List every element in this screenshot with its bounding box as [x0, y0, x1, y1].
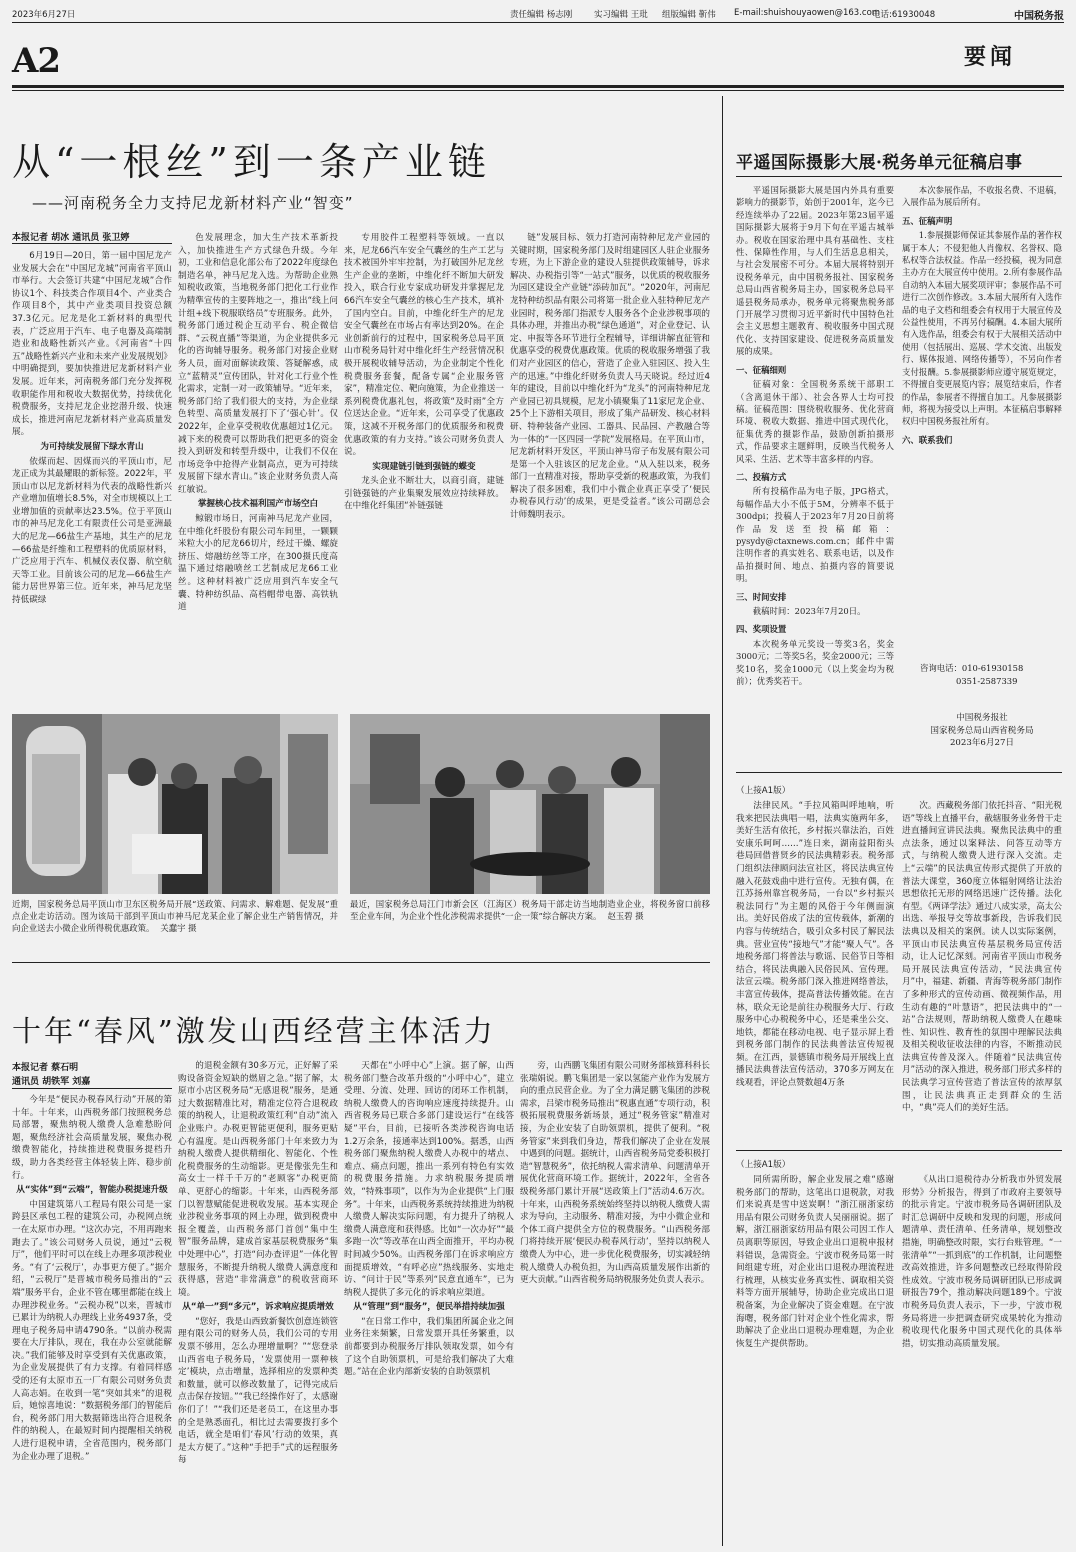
continued-col2b	[902, 1174, 1062, 1544]
paragraph: 龙头企业不断壮大，以商引商，建链引链强链的产业集聚发展效应持续释放。在中维化纤集团“补链强链	[344, 476, 504, 512]
continued-col1b	[736, 1174, 894, 1544]
phone-1: 010-61930158	[961, 663, 1024, 673]
article2-title: 十年“春风”激发山西经营主体活力	[12, 1014, 496, 1048]
article2-col1	[12, 1094, 172, 1546]
phone-2: 0351-2587339	[956, 675, 1018, 686]
subheading: 为可持续发展留下绿水青山	[40, 441, 144, 452]
continued-rule	[736, 1150, 1062, 1151]
photo2-caption	[350, 898, 710, 956]
section-heading: 二、投稿方式	[736, 471, 787, 482]
article1-title: 从“一根丝”到一条产业链	[12, 140, 491, 184]
paragraph: 专用胶件工程塑料等领域。一直以来，尼龙66汽车安全气囊丝的生产工艺与技术被国外牢牢控制，为打破国外尼龙丝生产企业的垄断，中维化纤不断加大研发投入，联合行业专家成功研发并掌握尼龙66汽车安全气囊丝的核心生产技术，填补了国内空白。目前，中维化纤生产的尼龙安全气囊丝在市场占有率达到20%。在企业创新前行的过程中，国家税务总局平顶山市税务局针对中维化纤生产经营情况积极开展税收辅导活动，为企业制定个性化税费服务套餐，配备专属“企业服务管家”，精准定位、靶向施策，为企业推送一系列税费优惠礼包，将政策“及时雨”全方位送达企业。“近年来，公司享受了优惠政策，这减不开税务部门的优质服务和税费优惠政策的有力支持。”该公司财务负责人说。	[344, 233, 504, 458]
sidebar-title-rule	[736, 176, 1062, 177]
paragraph: 鲸锻市场日，河南神马尼龙产业园，在中维化纤股份有限公司车间里，一颗颗米粒大小的尼龙66切片，经过干燥、螺旋挤压、熔融纺丝等工序，在300摄氏度高温下通过熔融喷丝工艺制成尼龙66工业丝。这种材料被广泛应用到汽车安全气囊、特种纺织品、高档帽带电器、高铁轨道	[178, 514, 338, 613]
article1-col1	[12, 250, 172, 702]
subheading: 实现建链引链到强链的蝶变	[372, 461, 476, 472]
paragraph: 6月19日—20日，第一届中国尼龙产业发展大会在“中国尼龙城”河南省平顶山市举行。大会签订共建“中国尼龙城”合作协议1个、科技类合作项目4个、产业类合作项目8个，其中产业类项目投资总额37.3亿元。尼龙是化工新材料的典型代表，广泛应用于汽车、电子电器及高端制造业和战略性新兴产业。《河南省“十四五”战略性新兴产业和未来产业发展规划》中明确提到，要加快推进尼龙新材料产业发展。近年来，河南税务部门充分发挥税收职能作用和税收大数据优势，持续优化税费服务，支持尼龙企业挖潜升级、快速成长，推进河南尼龙新材料产业高质量发展。	[12, 251, 172, 438]
editor-phone: 电话:61930048	[872, 10, 936, 20]
header-date: 2023年6月27日	[12, 10, 76, 20]
paragraph: 色发展理念，加大生产技术革新投入，加快推进生产方式绿色升级。今年初，工业和信息化部公布了2022年度绿色制造名单，神马尼龙入选。为帮助企业熟知税收政策，当地税务部门把化工行业作为精準宣传的主要阵地之一，推出“线上问计组+线下税服联络员”专班服务。此外，税务部门通过税企互动平台、税企微信群、“云税直播”等渠道，为企业提供多元化的咨询辅导服务。税务部门对接企业财务人员，面对面解读政策、答疑解惑，成立“蓝精灵”宣传团队，针对化工行业个性化需求，定制一对一政策辅导。“近年来，税务部门给了我们很大的支持，为企业绿色转型、高质量发展打下了‘强心针’。仅2022年，企业享受税收优惠超过1亿元。减下来的税费可以帮助我们把更多的资金投入到研发和转型升级中，让我们不仅在市场竞争中抢得产业制高点，更为可持续发展留下绿水青山。”该企业财务负责人高红敏说。	[178, 233, 338, 495]
paragraph: 截稿时间：2023年7月20日。	[752, 606, 866, 616]
paragraph: 同所需所盼，解企业发展之难“感谢税务部门的帮助，这笔出口退税款，对我们来说真是雪中送炭啊！”浙江丽浙家纺用品有限公司财务负责人吴丽丽说。据了解，浙江丽浙家纺用品有限公司因工作人员离职等原因，导致企业出口退税申报材料错误，急需资金。宁波市税务局第一时间组建专班，对企业出口退税办理流程进行梳理，从核实业务真实性、调取相关资料等方面开展辅导，协助企业完成出口退税备案，为企业解决了资金难题。在宁波海曙，税务部门针对企业个性化需求，帮助解决了企业出口退税办理难题，为企业恢复生产提供帮助。	[736, 1175, 894, 1349]
continued-col1	[736, 800, 894, 1144]
caption-text: 最近，国家税务总局江门市新会区（江海区）税务局干部走访当地制造业企业，将税务窗口前移至企业车间，为企业个性化涉税需求提供“一企一策”综合解决方案。	[350, 899, 710, 921]
photo-factory-visit	[350, 714, 710, 894]
header-rule-thick	[12, 85, 1064, 88]
org-1: 中国税务报社	[956, 713, 1008, 723]
photo1-caption	[12, 898, 338, 956]
sidebar-date: 2023年6月27日	[949, 738, 1015, 749]
org-2: 国家税务总局山西省税务局	[930, 725, 1034, 736]
article2-top-rule	[12, 962, 710, 963]
article2-col3	[344, 1060, 514, 1546]
article2-col2	[178, 1060, 338, 1546]
byline-rule	[12, 243, 172, 244]
article1-col3	[344, 232, 504, 702]
paragraph: 次。西藏税务部门依托抖音、“阳光税语”等线上直播平台，截辖服务业务骨干走进直播间宣讲民法典。聚焦民法典中的重点法条，通过以案释法、问答互动等方式，与纳税人缴费人进行深入交流。走上“云端”的民法典宣传形式提供了开放的普法大课堂，360度立体辐射网络让法治思想依托无形的网络迅速广泛传播。法化有型。《两译学法》通过八成实录，高太公出选、举报导交等故事新段，告诉我们民法典以及相关的案例。读人以实际案例，平顶山市民法典宣传基层税务局宣传活动，让人记忆深刻。河南省平顶山市税务局开展民法典宣传活动，“民法典宣传月”中，福建、新疆、青海等税务部门制作了多种形式的宣传动画、微视频作品，用生动有趣的“叶慧语”，把民法典中的“一站”合法规则，帮助纳税人缴费人在趣味性、知识性、教育性的氛围中理解民法典及相关税收征收法律的内容，不断推动民法典宣传普及深入。伴随着“民法典宣传月”活动的深入推进，税务部门形式多样的民法典学习宣传营造了普法宣传的浓厚氛围，让民法典真正走到群众的生活中，“典”亮人们的美好生活。	[902, 801, 1062, 1114]
paragraph: 的退税金额有30多万元，正好解了采购设备资金短缺的燃眉之急。”据了解，太原市小店区税务局“无感退税”服务，是通过大数据精准比对，精准定位符合退税政策的纳税人，让退税政策红利“自动”流入企业账户。办税更智能更便利，服务更贴心有温度。是山西税务部门十年来致力为纳税人缴费人提供精细化、智能化、个性化税费服务的生动缩影。更是像张先生和高女士一样千千万的“老顾客”办税更简单、更舒心的缩影。十年来，山西税务部门以智慧赋能促进税收发展。基本实现企业涉税业务事项的网上办理，做到税费申报全覆盖，山西税务部门首创“集中生智”服务品牌，建成首家基层税费服务“集中处理中心”，打造“问办查评退”一体化智慧服务，不断提升纳税人缴费人满意度和获得感，营造“非常满意”的税收营商环境。	[178, 1061, 338, 1298]
contact-block	[920, 662, 1060, 687]
article2-col4	[520, 1060, 710, 1546]
paragraph: 旁，山西鹏飞集团有限公司财务部核算科科长张瑞娟说。鹏飞集团是一家以氢能产业作为发展方向的重点民营企业。为了全力满足鹏飞集团的涉税需求，吕梁市税务局推出“税惠直通”专项行动，积极拓展税费服务新场景，通过“税务管家”精准对接，为企业安装了自助领票机，提供了便利。“税务管家”来到我们身边，帮我们解决了企业在发展中遇到的问题。据统计，山西省税务局党委积极打造“智慧税务”，依托纳税人需求清单、问题清单开展优化营商环境工作。据统计，2022年，全省各级税务部门累计开展“送政策上门”活动4.6万次。十年来，山西税务系统始终坚持以纳税人缴费人需求为导向，主动服务、精准对接，为中小微企业和个体工商户提供全方位的税费服务。“山西税务部门将持续开展‘便民办税春风行动’，坚持以纳税人缴费人为中心，进一步优化税费服务，切实减轻纳税人缴费人办税负担，为山西高质量发展作出新的更大贡献。”山西省税务局纳税服务处负责人表示。	[520, 1061, 710, 1286]
paragraph: 所有投稿作品为电子版，JPG格式，每幅作品大小不低于5M，分辨率不低于300dpi；投稿人于2023年7月20日前将作品发送至投稿邮箱：pysydy@ctaxnews.com.cn；邮件中需注明作者的真实姓名、联系电话，以及作品拍摄时间、地点、拍摄内容的简要说明。	[736, 486, 894, 584]
subheading: 从“管理”到“服务”，便民举措持续加强	[353, 1302, 505, 1313]
photo-textile-inspection	[12, 714, 338, 894]
paragraph: “在日常工作中，我们集团所属企业之间业务往来频繁，日常发票开具任务繁重，以前都要到办税服务厅排队领取发票，如今有了这个自助领票机，可是给我们解决了大难题。”站在企业内部新安装的自助领票机	[344, 1316, 514, 1378]
photo-credit: 赵玉碧 摄	[607, 911, 644, 921]
section-heading: 四、奖项设置	[736, 624, 787, 635]
caption-text: 近期，国家税务总局平顶山市卫东区税务局开展“送政策、问需求、解难题、促发展”重点企业走访活动。图为该局干部到平顶山市神马尼龙某企业了解企业生产销售情况，并向企业送去小微企业所得税优惠政策。	[12, 899, 338, 933]
paragraph: 天都在“小呼中心”上演。据了解，山西税务部门整合改革升级的“小呼中心”，建立受理、分流、处理、回访的闭环工作机制，纳税人缴费人的咨询响应速度持续提升。山西省税务局已联合多部门建设运行“在线答疑”平台，目前，已接听各类涉税咨询电话1.2万余条，接通率达到100%。据悉，山西税务部门聚焦纳税人缴费人办税中的堵点、难点、痛点问题，推出一系列有特色有实效的税费服务措施。力求纳税服务提质增效，“特殊事项”，以作为为企业提供“上门服务”。十年来，山西税务系统持续推进为纳税人缴费人解决实际问题，有力提升了纳税人缴费人满意度和获得感。比如“一次办好”“最多跑一次”等改革在山西全面推开，平均办税时间减少50%。山西税务部门在诉求响应方面提质增效，“有呼必应”热线服务、实地走访、“问计于民”等系列“民意直通车”，已为纳税人提供了多元化的诉求响应渠道。	[344, 1061, 514, 1298]
paragraph: 《从出口退税待办分析我市外贸发展形势》分析报告，得到了市政府主要领导的批示肯定。宁波市税务局各调研团队及时汇总调研中反映和发现的问题，形成问题清单、责任清单、任务清单，规划整改措施，明确整改时限，实行台账管理。“一张清单”“一抓到底”的工作机制，让问题整改高效推进，许多问题整改已经取得阶段性成效。宁波市税务局调研团队已形成调研报告79个，推动解决问题189个。宁波市税务局负责人表示，下一步，宁波市税务局将进一步把调查研究成果转化为推动税收现代化服务中国式现代化的具体举措，切实推动高质量发展。	[902, 1175, 1062, 1349]
paragraph: 本次参展作品，不收报名费、不退稿，入展作品为展后所有。	[902, 185, 1062, 208]
contact-label: 咨询电话：	[920, 663, 962, 673]
section-heading: 一、征稿细则	[736, 364, 787, 375]
paragraph: 1.参展摄影师保证其参展作品的著作权属于本人；不侵犯他人肖像权、名誉权、隐私权等合法权益。作品一经投稿，视为同意主办方在大展宣传中使用。2.所有参展作品自动纳入本届大展奖项评审；参展作品不可进行二次创作修改。3.本届大展所有入选作品的电子文档和组委会有权用于大展宣传及公益性使用，不再另付稿酬。4.本届大展所有入选作品，组委会有权于大展相关活动中使用（包括展出、巡展、学术交流、出版发行、媒体报道、网络传播等），不另向作者支付报酬。5.参展摄影师应遵守展览规定，不得擅自变更展览内容；展览结束后，作者的作品，参展者不得擅自加工。凡参展摄影师，将视为接受以上声明。本征稿启事解释权归中国税务报社所有。	[902, 230, 1062, 427]
paragraph: 依煤而起、因煤而兴的平顶山市，尼龙正成为其最耀眼的新标签。2022年，平顶山市以尼龙新材料为代表的战略性新兴产业增加值增长8.5%，对全市规模以上工业增加值的贡献率达23.5%。位于平顶山市的神马尼龙化工有限责任公司是亚洲最大的尼龙—66盐生产基地，其生产的尼龙—66盐是纤维和工程塑料的优质原材料，广泛应用于汽车、机械仪表仪器、航空航天等工业。目前该公司的尼龙—66盐生产能力居世界第三位。近年来，神马尼龙坚持低碳绿	[12, 456, 172, 606]
article1-col2	[178, 232, 338, 702]
sidebar-signature	[902, 712, 1062, 750]
continued-col2	[902, 800, 1062, 1144]
section-heading: 五、征稿声明	[902, 215, 953, 226]
subheading: 掌握核心技术福利国产市场空白	[197, 499, 319, 510]
continued-label: （上接A1版）	[736, 786, 791, 796]
section-heading: 三、时间安排	[736, 591, 787, 602]
byline-rule	[12, 1088, 172, 1089]
section-heading: 六、联系我们	[902, 434, 953, 445]
editor-1: 责任编辑 杨志刚	[510, 10, 573, 20]
sidebar-left-col	[736, 184, 894, 772]
article1-subtitle: ——河南税务全力支持尼龙新材料产业“智变”	[32, 194, 354, 212]
article1-col4	[510, 232, 710, 702]
article1-byline: 本报记者 胡冰 通讯员 张卫婷	[12, 233, 130, 243]
paragraph: 本次税务单元奖设一等奖3名，奖金3000元；二等奖5名，奖金2000元；三等奖10名，奖金1000元（以上奖金均为税前）；优秀奖若干。	[736, 638, 894, 687]
article2-byline-1: 本报记者 蔡石明	[12, 1063, 79, 1073]
editor-3: 组版编辑 靳伟	[662, 10, 716, 20]
paper-name: 中国税务报	[1014, 11, 1064, 22]
paragraph: 征稿对象：全国税务系统干部职工（含离退休干部）、社会各界人士均可投稿。征稿范围：围绕税收服务、优化营商环境、税收大数据、推进中国式现代化，征集优秀的摄影作品，鼓励创新拍摄形式，作品要求主题鲜明，反映当代税务人风采、生活、艺术等丰富多样的内容。	[736, 379, 894, 464]
continued-label-2: （上接A1版）	[736, 1160, 791, 1170]
paragraph: “您好，我是山西致新餐饮创意连锁管理有限公司的财务人员，我们公司的专用发票不够用，怎么办理增量啊？”“您登录山西省电子税务局，‘发票使用一票种核定’模块，点击增量，选择相应的发票种类和数量，就可以修改数量了，记得完成后点击保存按钮。”“我已经操作好了，太感谢你们了！”“我们还是老员工，在这里办事的全是熟悉面孔，相比过去需要拨打多个电话，就全是咱们‘春风’行动的效果，真是太方便了。”这种“手把手”式的远程服务每	[178, 1316, 338, 1466]
article2-byline-2: 通讯员 胡铁军 刘嘉	[12, 1077, 91, 1087]
header-rule-thin	[12, 90, 1064, 91]
paragraph: 平遥国际摄影大展是国内外具有重要影响力的摄影节，始创于2001年，迄今已经连续举办了22届。2023年第23届平遥国际摄影大展将于9月下旬在平遥古城举办。税收在国家治理中具有基础性、支柱性、保障性作用，与人们生活息息相关，与社会发展密不可分。本届大展将特别开设税务单元，由中国税务报社、国家税务总局山西省税务局主办，国家税务总局平遥县税务局承办，税务单元将聚焦税务部门开展学习贯彻习近平新时代中国特色社会主义思想主题教育、税收服务中国式现代化、支持国家建设、促进税务高质量发展的成果。	[736, 185, 894, 357]
photo-credit: 关蠢宇 摄	[160, 923, 197, 933]
column-divider	[722, 96, 723, 1546]
subheading: 从“实体”到“云端”，智能办税提速升级	[16, 1185, 168, 1196]
paragraph: 中国建筑第八工程局有限公司是一家跨县区承包工程的建筑公司，办税网点统一在太原市办理。“这次办完，不用再跑来跑去了。”该公司财务人员说，通过“云税厅”，他们平时可以在线上办理多项涉税业务。“有了‘云税厅’，办事更方便了。”据介绍，“云税厅”是晋城市税务局推出的“云端”服务平台，企业不管在哪里都能在线上办理涉税业务。“云税办税”以来，晋城市已累计为纳税人办理线上业务4937条，受理电子税务局申请4790条。“以前办税需要在大厅排队，现在，我在办公室就能解决。”我们能够及时享受到有关优惠政策，为企业发展提供了有力支撑。有着同样感受的还有太原市五一厂有限公司财务负责人高志娟。在收到一笔“突如其来”的退税后，她惊喜地说：“数据税务部门的智能后台，税务部门用大数据筛选出符合退税条件的纳税人，在最短时间内提醒相关纳税人进行退税申请，全省范围内，税务部门为企业办理了退税。”	[12, 1199, 172, 1462]
subheading: 从“单一”到“多元”，诉求响应提质增效	[182, 1302, 334, 1313]
paragraph: 链”发展目标、领力打造河南特种尼龙产业园的关键时期，国家税务部门及时组建园区人驻企业服务专班，为上下游企业的建设人驻提供政策辅导，诉求解决、办税指引等“一站式”服务，以优质的税收服务为园区建设全产业链“添砖加瓦”。“2020年，河南尼龙特种纺织品有限公司将第一批企业入驻特种尼龙产业园时，税务部门指派专人服务各个企业涉税事项的具体办理，并推出办税“绿色通道”，对企业登记、认定、申报等各环节进行全程辅导，详细讲解直征管和优惠享受的税费优惠政策。优质的税收服务增强了我们对产业园区的信心，营造了企业入驻园区、投入生产的迅速。”中维化纤财务负责人马天晓说。经过近4年的建设，目前以中维化纤为“龙头”的河南特种尼龙产业园已初具规模，尼龙小镇聚集了11家尼龙企业、25个上下游相关项目，形成了集产品研发、核心材料研、特种装备产业园、工器具、民品园、产教融合等为一体的“一区四园一学院”发展格局。在平顶山市，尼龙新材料开发区，平顶山神马帘子布发展有限公司是第一个入驻该区的尼龙企业。“从入驻以来，税务部门一直精准对接，帮助享受新的税惠政策，为我们解决了很多困难，我们中小微企业真正享受了‘便民办税春风行动’的成果，更是受益者。”该公司副总会计师魏明表示。	[510, 233, 710, 521]
sidebar-right-col	[902, 184, 1062, 656]
header-rule	[12, 22, 1064, 23]
editor-email: E-mail:shuishouyaowen@163.com	[734, 8, 881, 18]
top-header	[12, 8, 1064, 22]
paragraph: 法律民风。“手拉风箱叫呼地响，听我来把民法典唱一唱，法典实施两年多，美好生活有依托，乡村振兴靠法治，百姓安康乐呵呵……”连日来，湖南益阳衔头巷局回借普贤乡的民法典精彩表。税务部门组织法律顾问法宣社区，将民法典宣传融入花鼓戏曲中进行宣传。无独有偶，在江苏扬州靠宫税务局，一台以“乡村振兴 税法同行”为主题的风俗于今年侧面演出。美好民俗成了法的宣传载体，新潮的内容与传统结合，吸引众多村民了解民法典。营业宣传“接地气”才能“聚人气”。各地税务部门将普法与歌谣、民俗节日等相结合，将民法典融入民俗民风、宣传理。法宣云端。税务部门深入推进网络普法，丰富宣传载体，提高普法传播效能。在吉林，联众无论是前往办税服务大厅、行政服务中心办税税务中心，还是乘坐公交、地铁，都能在移动电视、电子显示屏上看到税务部门制作的民法典普法宣传短视频。在江西，景德镇市税务局开展线上直播民法典普法宣传活动，370多万网友在线观看，评论点赞数超4万条	[736, 801, 894, 1089]
sidebar-bottom-rule	[736, 772, 1062, 773]
sidebar-title: 平遥国际摄影大展·税务单元征稿启事	[736, 153, 1023, 173]
editor-2: 实习编辑 王玭	[594, 10, 648, 20]
page-number: A2	[12, 41, 61, 81]
section-tag: 要闻	[964, 45, 1017, 70]
paragraph: 今年是“便民办税春风行动”开展的第十年。十年来，山西税务部门按照税务总局部署，聚焦纳税人缴费人急难愁盼问题，聚焦经济社会高质量发展，聚焦办税缴费智能化，持续推进税费服务提档升级，助力各类经营主体轻装上阵、稳步前行。	[12, 1095, 172, 1181]
